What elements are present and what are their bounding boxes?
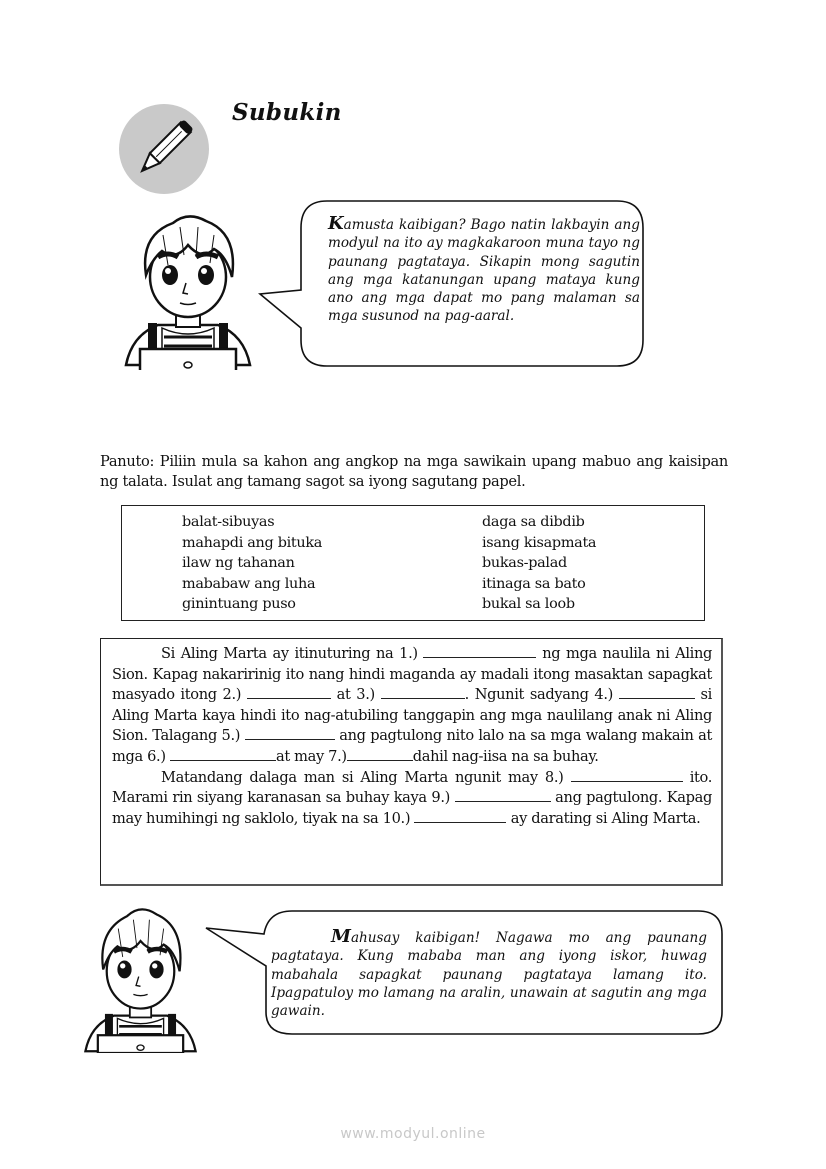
section-icon-circle	[119, 104, 209, 194]
watermark: www.modyul.online	[340, 1126, 486, 1142]
word-option: isang kisapmata	[482, 534, 597, 551]
passage-paragraph-1: Si Aling Marta ay itinuturing na 1.) ng mga naulila ni Aling Sion. Kapag nakaririnig ito nang hindi maganda ay madali itong masaktan sapagkat masyado itong 2.) at 3.) . Ngunit sadyang 4.) si Aling Marta kaya hindi ito nag-atubiling tanggapin ang mga naulilang anak ni Aling Sion. Talagang 5.) ang pagtulong nito lalo na sa mga walang makain at mga 6.) at may 7.) dahil nag-iisa na sa buhay.	[112, 645, 712, 765]
word-option: itinaga sa bato	[482, 575, 586, 592]
drop-cap: K	[328, 213, 344, 234]
passage-paragraph-2: Matandang dalaga man si Aling Marta ngunit may 8.) ito. Marami rin siyang karanasan sa buhay kaya 9.) ang pagtulong. Kapag may humihingi ng saklolo, tiyak na sa 10.) ay darating si Aling Marta.	[112, 768, 712, 827]
intro-speech-bubble	[255, 198, 647, 370]
section-title: Subukin	[232, 99, 342, 126]
passage-text	[112, 644, 712, 829]
word-option: ilaw ng tahanan	[182, 555, 295, 572]
answer-blank-5[interactable]	[245, 727, 335, 740]
word-option: bukal sa loob	[482, 596, 575, 613]
word-option: mahapdi ang bituka	[182, 534, 323, 551]
answer-blank-6[interactable]	[170, 748, 276, 761]
word-column-right	[482, 512, 596, 615]
word-choice-box	[121, 505, 705, 621]
drop-cap: M	[331, 926, 351, 947]
answer-blank-10[interactable]	[414, 810, 506, 823]
boy-character-illustration	[78, 893, 203, 1053]
outro-bubble-text: Mahusay kaibigan! Nagawa mo ang paunang pagtataya. Kung mababa man ang iyong iskor, huwag mabahala sapagkat paunang pagtataya lamang ito. Ipagpatuloy mo lamang na aralin, unawain at sagutin ang mga gawain.	[271, 926, 707, 1020]
boy-character-illustration	[118, 205, 258, 370]
instructions: Panuto: Piliin mula sa kahon ang angkop na mga sawikain upang mabuo ang kaisipan ng talata. Isulat ang tamang sagot sa iyong sagutang papel.	[100, 453, 728, 490]
answer-blank-8[interactable]	[571, 769, 683, 782]
word-option: balat-sibuyas	[182, 514, 275, 530]
passage-box	[100, 638, 723, 886]
word-option: ginintuang puso	[182, 596, 296, 613]
intro-bubble-text: Kamusta kaibigan? Bago natin lakbayin ang modyul na ito ay magkakaroon muna tayo ng paunang pagtataya. Sikapin mong sagutin ang mga katanungan upang mataya kung ano ang mga dapat mo pang malaman sa mga susunod na pag-aaral.	[328, 213, 640, 325]
word-option: bukas-palad	[482, 555, 567, 572]
answer-blank-9[interactable]	[455, 789, 551, 802]
pencil-icon	[119, 104, 209, 194]
answer-blank-1[interactable]	[423, 645, 536, 658]
answer-blank-7[interactable]	[347, 748, 413, 761]
outro-speech-bubble	[200, 908, 726, 1038]
word-option: mababaw ang luha	[182, 575, 316, 592]
word-column-left	[182, 512, 322, 615]
answer-blank-3[interactable]	[381, 686, 465, 699]
word-option: daga sa dibdib	[482, 514, 585, 530]
answer-blank-4[interactable]	[619, 686, 695, 699]
answer-blank-2[interactable]	[247, 686, 331, 699]
